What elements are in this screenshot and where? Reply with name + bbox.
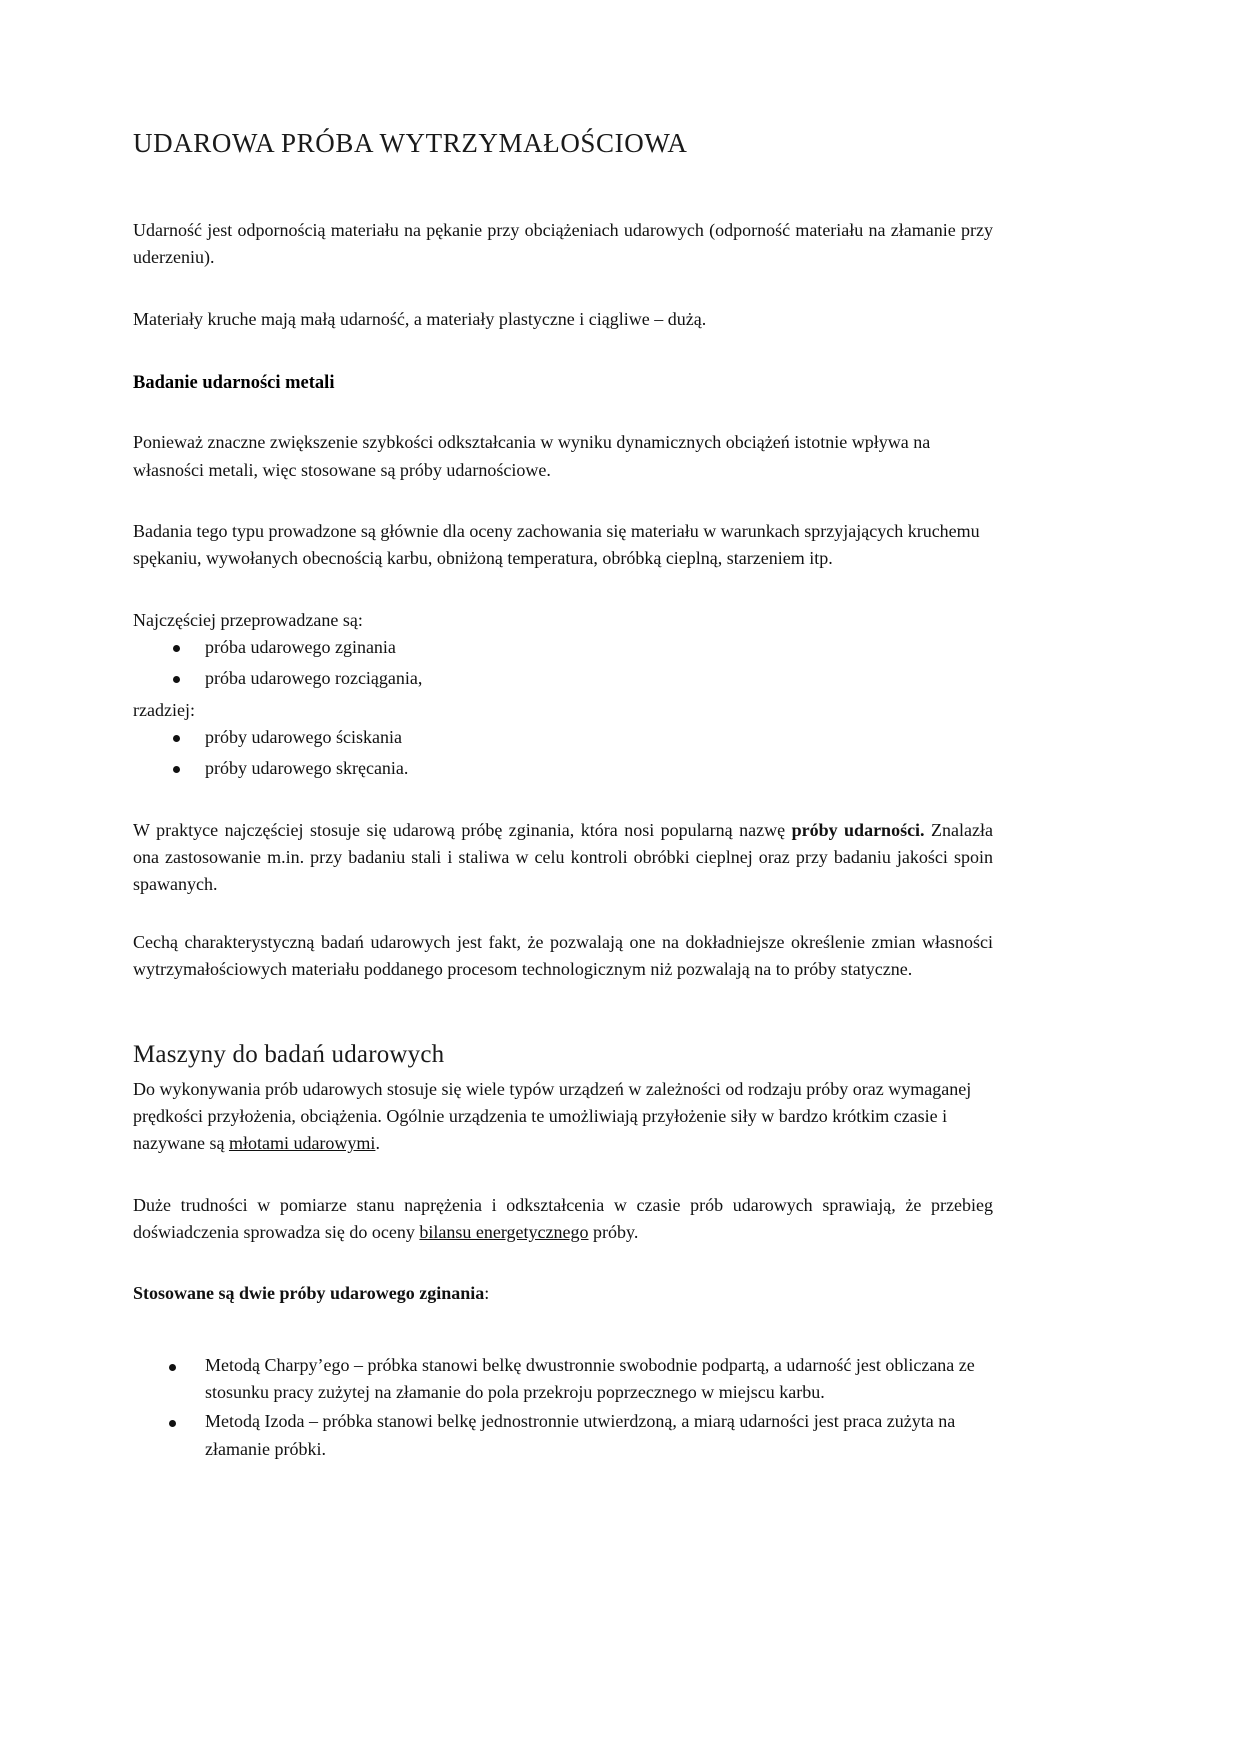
- spacer: [133, 1308, 993, 1352]
- spacer: [133, 484, 993, 518]
- badanie-paragraph-2: Badania tego typu prowadzone są głównie dla oceny zachowania się materiału w warunkach sprzyjających kruchemu spękaniu, wywołanych obecnością karbu, obniżoną temperatura, obróbką cieplną, starzeniem itp.: [133, 520, 980, 569]
- heading-maszyny-do-badan-udarowych: Maszyny do badań udarowych: [133, 1040, 445, 1068]
- list-item: próba udarowego zginania: [133, 634, 993, 661]
- paragraph-text-run: Do wykonywania prób udarowych stosuje się wiele typów urządzeń w zależności od rodzaju próby oraz wymaganej prędkości przyłożenia, obciążenia. Ogólnie urządzenia te umożliwiają przyłożenie siły w bardzo krótkim czasie i nazywane są: [133, 1078, 972, 1154]
- paragraph-text-run: próby.: [588, 1222, 639, 1242]
- list-item: Metodą Izoda – próbka stanowi belkę jednostronnie utwierdzoną, a miarą udarności jest praca zużyta na złamanie próbki.: [133, 1408, 993, 1463]
- maszyny-paragraph-1: [133, 1076, 993, 1158]
- list-common-tests: [133, 634, 993, 693]
- bold-lead-text: Stosowane są dwie próby udarowego zginania: [133, 1283, 485, 1304]
- paragraph-text-run: Duże trudności w pomiarze stanu naprężenia i odkształcenia w czasie prób udarowych sprawiają, że przebieg doświadczenia sprowadza się do oceny: [133, 1194, 993, 1242]
- heading-badanie-udarnosci-metali: Badanie udarności metali: [133, 373, 335, 394]
- underlined-term-bilansu-energetycznego: bilansu energetycznego: [419, 1222, 589, 1242]
- badanie-paragraph-1: Ponieważ znaczne zwiększenie szybkości odkształcania w wyniku dynamicznych obciążeń istotnie wpływa na własności metali, więc stosowane są próby udarnościowe.: [133, 432, 931, 480]
- underlined-term-mlotami-udarowymi: młotami udarowymi: [228, 1133, 376, 1154]
- list-item: próby udarowego ściskania: [133, 724, 993, 751]
- spacer: [133, 899, 993, 929]
- spacer: [133, 395, 993, 429]
- bold-lead-colon: :: [484, 1283, 490, 1304]
- spacer: [133, 787, 993, 817]
- spacer: [133, 1246, 993, 1280]
- list-item: próby udarowego skręcania.: [133, 755, 993, 782]
- page-title: UDAROWA PRÓBA WYTRZYMAŁOŚCIOWA: [133, 128, 688, 158]
- bold-lead-stosowane-sa-dwie-proby: [133, 1280, 993, 1307]
- spacer: [133, 573, 993, 607]
- badanie-paragraph-4: Cechą charakterystyczną badań udarowych jest fakt, że pozwalają one na dokładniejsze określenie zmian własności wytrzymałościowych materiału poddanego procesom technologicznym niż pozwalają na to próby statyczne.: [133, 931, 993, 980]
- list-item: Metodą Charpy’ego – próbka stanowi belkę dwustronnie swobodnie podpartą, a udarność jest obliczana ze stosunku pracy zużytej na złamanie do pola przekroju poprzecznego w miejscu karbu.: [133, 1352, 993, 1407]
- spacer: [133, 1158, 993, 1192]
- list-item: próba udarowego rozciągania,: [133, 665, 993, 692]
- spacer: [133, 984, 993, 1040]
- list-bending-methods: [133, 1352, 993, 1463]
- list-intro-najczesciej: Najczęściej przeprowadzane są:: [133, 609, 363, 630]
- paragraph-text-run: .: [375, 1133, 380, 1154]
- document-body: [133, 128, 993, 1463]
- list-divider-rzadziej: rzadziej:: [133, 699, 195, 720]
- bold-term-proby-udarnosci: próby udarności.: [791, 819, 925, 840]
- badanie-paragraph-3: [133, 817, 993, 899]
- paragraph-text-run: Znalazła ona zastosowanie m.in. przy badaniu stali i staliwa w celu kontroli obróbki cieplnej oraz przy badaniu jakości spoin spawanych.: [133, 819, 993, 895]
- intro-paragraph-2: Materiały kruche mają małą udarność, a materiały plastyczne i ciągliwe – dużą.: [133, 308, 707, 329]
- intro-paragraph-1: Udarność jest odpornością materiału na pękanie przy obciążeniach udarowych (odporność materiału na złamanie przy uderzeniu).: [133, 220, 993, 268]
- paragraph-text-run: W praktyce najczęściej stosuje się udarową próbę zginania, która nosi popularną nazwę: [133, 819, 792, 840]
- spacer: [133, 333, 993, 371]
- maszyny-paragraph-2: [133, 1192, 993, 1247]
- list-rare-tests: [133, 724, 993, 783]
- spacer: [133, 272, 993, 306]
